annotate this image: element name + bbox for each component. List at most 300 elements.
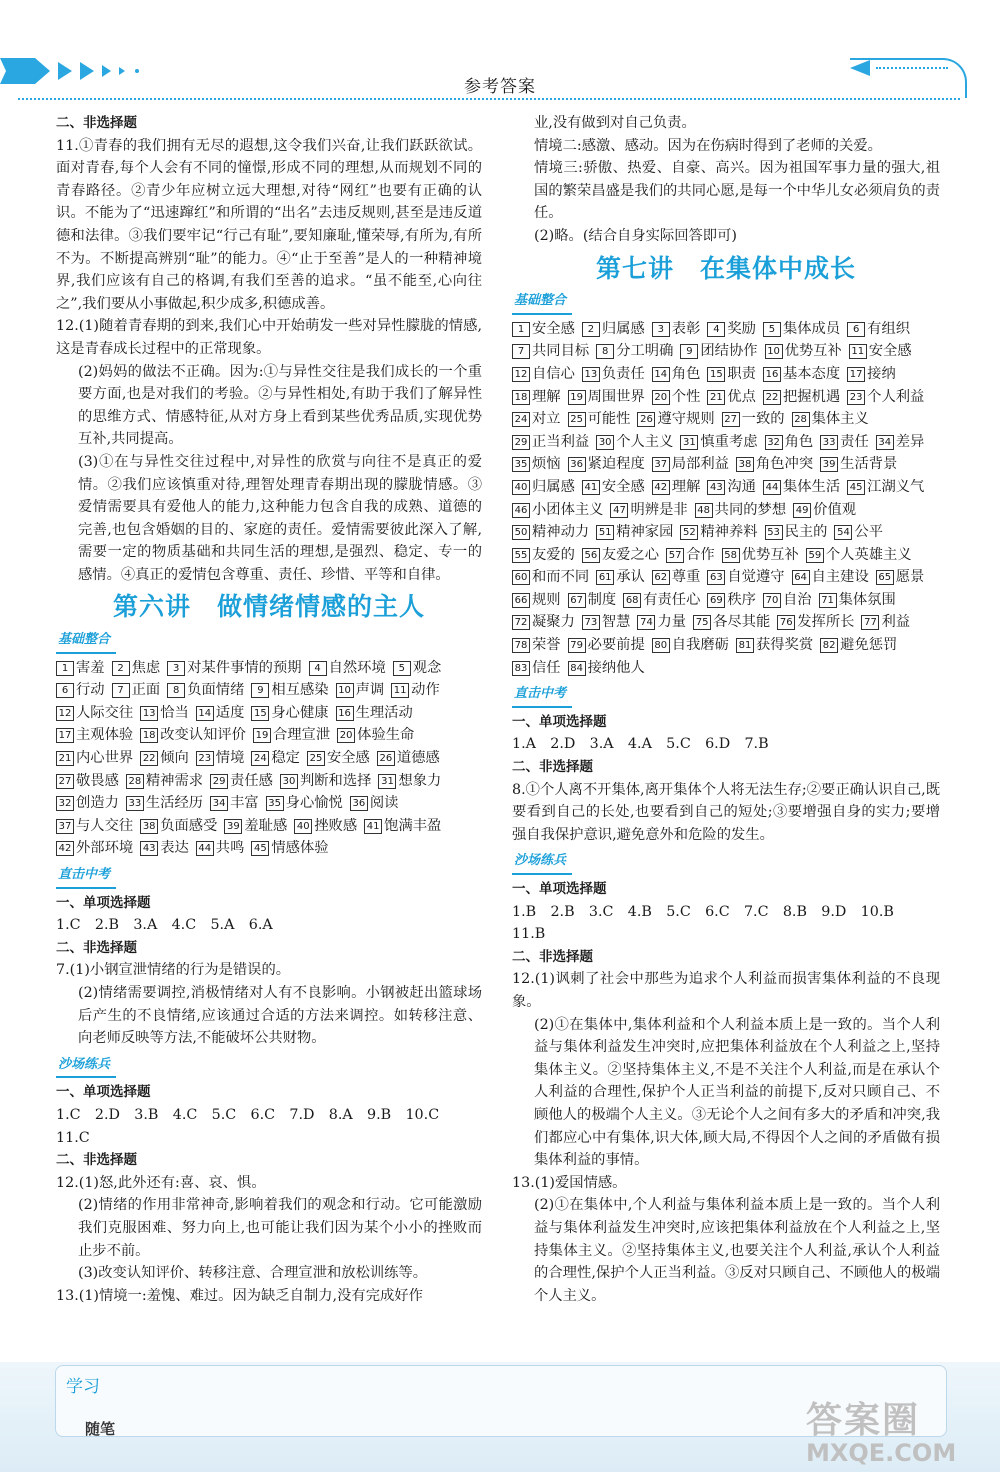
keyword-number: 11 [391, 683, 409, 698]
keyword-text: 角色冲突 [755, 456, 814, 473]
keyword-number: 5 [763, 322, 781, 337]
keyword-item [765, 431, 814, 454]
keyword-item [652, 476, 701, 499]
keyword-text: 把握机遇 [782, 388, 841, 405]
keyword-number: 41 [582, 480, 600, 495]
keyword-text: 有组织 [867, 320, 911, 337]
keyword-item [596, 431, 673, 454]
keyword-text: 动作 [411, 682, 440, 699]
keyword-text: 对立 [532, 411, 561, 428]
keyword-number: 7 [112, 683, 130, 698]
keyword-item [652, 386, 701, 409]
keyword-item [568, 657, 645, 680]
keyword-text: 饱满丰盈 [384, 817, 442, 834]
keyword-text: 局部利益 [671, 456, 729, 473]
keyword-number: 28 [126, 774, 144, 789]
keyword-text: 接纳他人 [587, 659, 645, 676]
keyword-text: 安全感 [532, 320, 575, 337]
keyword-number: 74 [637, 615, 655, 630]
answer-paragraph: 12.(1)怒,此外还有:喜、哀、惧。 [56, 1174, 266, 1191]
keyword-item [806, 544, 912, 567]
keyword-item [56, 815, 133, 838]
keyword-item [210, 792, 259, 815]
keyword-number: 35 [512, 457, 530, 472]
keyword-text: 有责任心 [643, 591, 701, 608]
keyword-text: 正面 [131, 682, 161, 699]
keyword-item [876, 566, 925, 589]
keyword-number: 65 [876, 570, 894, 585]
keyword-item [393, 657, 442, 680]
keyword-text: 优势互补 [741, 546, 799, 563]
keyword-text: 丰富 [230, 795, 259, 812]
keyword-number: 14 [652, 367, 670, 382]
keyword-text: 避免惩罚 [840, 637, 898, 654]
keyword-text: 合作 [686, 546, 715, 563]
keyword-number: 46 [512, 503, 530, 518]
keyword-number: 66 [512, 593, 530, 608]
keyword-item [582, 611, 631, 634]
keyword-text: 自觉遵守 [727, 569, 785, 586]
keyword-text: 情感体验 [271, 840, 329, 857]
answer-line: 1.C 2.D 3.B 4.C 5.C 6.C 7.D 8.A 9.B 10.C [56, 1106, 440, 1123]
keyword-text: 想象力 [398, 772, 442, 789]
keyword-number: 33 [820, 435, 838, 450]
keyword-item [652, 566, 701, 589]
answer-paragraph: (2)略。(结合自身实际回答即可) [534, 227, 737, 244]
keyword-number: 49 [793, 503, 811, 518]
keyword-number: 17 [847, 367, 865, 382]
keyword-number: 72 [512, 615, 530, 630]
keyword-text: 归属感 [532, 478, 575, 495]
keyword-text: 安全感 [601, 478, 645, 495]
section-heading: 二、非选择题 [56, 939, 137, 956]
study-label: 学习 [66, 1377, 100, 1397]
keyword-number: 23 [196, 751, 214, 766]
keyword-number: 36 [568, 457, 586, 472]
keyword-number: 20 [337, 728, 355, 743]
keyword-item [56, 837, 133, 860]
watermark [806, 1392, 956, 1467]
keyword-item [707, 318, 756, 341]
keyword-text: 角色 [784, 433, 814, 450]
keyword-item [350, 792, 399, 815]
keyword-text: 创造力 [76, 795, 119, 812]
keyword-item [512, 476, 575, 499]
keyword-item [707, 363, 756, 386]
keyword-text: 承认 [616, 569, 645, 586]
keyword-number: 48 [695, 503, 713, 518]
keyword-number: 6 [56, 683, 74, 698]
keyword-number: 35 [266, 796, 284, 811]
keyword-item [652, 363, 701, 386]
keyword-item [253, 724, 330, 747]
keyword-number: 42 [652, 480, 670, 495]
keyword-text: 责任感 [230, 772, 273, 789]
keyword-number: 56 [582, 548, 600, 563]
keyword-item [512, 363, 575, 386]
section-heading: 二、非选择题 [512, 759, 593, 776]
keyword-item [56, 747, 133, 770]
keyword-item [56, 702, 133, 725]
keyword-number: 43 [707, 480, 725, 495]
keyword-number: 70 [763, 593, 781, 608]
keyword-item [512, 566, 589, 589]
keyword-item [582, 318, 645, 341]
answer-paragraph: 8.①个人离不开集体,离开集体个人将无法生存;②要正确认识自己,既要看到自己的长处,也要看到自己的短处;③要增强自身的实力;要增强自我保护意识,避免意外和危险的发生。 [512, 781, 940, 843]
keyword-text: 表达 [160, 840, 189, 857]
answer-line: 1.A 2.D 3.A 4.A 5.C 6.D 7.B [512, 736, 769, 753]
keyword-number: 83 [512, 661, 530, 676]
keyword-text: 接纳 [867, 365, 896, 382]
keyword-item [251, 747, 300, 770]
keyword-number: 29 [210, 774, 228, 789]
section-heading: 二、非选择题 [512, 948, 593, 965]
keyword-item [763, 318, 840, 341]
keyword-item [364, 815, 441, 838]
keyword-text: 改变认知评价 [160, 727, 246, 744]
keyword-item [763, 589, 812, 612]
keyword-number: 63 [707, 570, 725, 585]
keyword-number: 57 [666, 548, 684, 563]
keyword-number: 62 [652, 570, 670, 585]
keyword-number: 11 [849, 344, 867, 359]
keyword-item [596, 521, 673, 544]
keyword-number: 52 [680, 525, 698, 540]
keyword-item [336, 679, 385, 702]
keyword-text: 遵守规则 [657, 411, 715, 428]
section-tag: 沙场练兵 [56, 1054, 116, 1079]
answer-paragraph: 情境三:骄傲、热爱、自豪、高兴。因为祖国军事力量的强大,祖国的繁荣昌盛是我们的共同心愿,是每一个中华儿女必须肩负的责任。 [534, 160, 940, 222]
keyword-item [512, 544, 575, 567]
keyword-text: 身心愉悦 [285, 795, 343, 812]
keyword-item [140, 724, 246, 747]
keyword-item [140, 702, 189, 725]
keyword-text: 友爱之心 [601, 546, 660, 563]
keyword-number: 2 [582, 322, 600, 337]
keyword-number: 31 [378, 774, 396, 789]
keyword-number: 50 [512, 525, 530, 540]
keyword-item [512, 499, 603, 522]
keyword-text: 精神需求 [145, 772, 204, 789]
keyword-item [582, 476, 645, 499]
keyword-number: 17 [56, 728, 74, 743]
keyword-text: 江湖义气 [867, 478, 925, 495]
keyword-number: 25 [307, 751, 325, 766]
keyword-number: 26 [377, 751, 395, 766]
keyword-text: 自信心 [532, 365, 575, 382]
answer-line: 1.C 2.B 3.A 4.C 5.A 6.A [56, 917, 273, 934]
keyword-number: 21 [707, 390, 725, 405]
keyword-item [512, 521, 589, 544]
keyword-number: 44 [196, 841, 214, 856]
keyword-text: 责任 [840, 433, 869, 450]
keyword-item [377, 747, 440, 770]
keyword-text: 发挥所长 [797, 614, 855, 631]
keyword-text: 安全感 [868, 343, 912, 360]
keyword-number: 30 [280, 774, 298, 789]
keyword-text: 周围世界 [587, 388, 645, 405]
keyword-item [294, 815, 357, 838]
answer-paragraph: (2)①在集体中,集体利益和个人利益本质上是一致的。当个人利益与集体利益发生冲突时,应把集体利益放在个人利益之上,坚持集体主义。②坚持集体主义,不是不关注个人利益,而是在承认个人利益的合理性,保护个人正当利益的前提下,反对只顾自己、不顾他人的极端个人主义。③无论个人之间有多大的矛盾和冲突,我们都应心中有集体,识大体,顾大局,不得因个人之间的矛盾做有损集体利益的事情。 [534, 1016, 940, 1169]
keyword-number: 18 [140, 728, 158, 743]
keyword-number: 9 [680, 344, 698, 359]
keyword-text: 优势互补 [784, 343, 842, 360]
keyword-item [637, 408, 714, 431]
section-heading: 一、单项选择题 [56, 1084, 151, 1101]
section-tag: 直击中考 [56, 864, 116, 889]
keyword-number: 10 [336, 683, 354, 698]
keyword-item [652, 634, 729, 657]
keyword-text: 智慧 [601, 614, 631, 631]
keyword-list [512, 318, 940, 680]
keyword-item [336, 702, 413, 725]
section-heading: 一、单项选择题 [512, 881, 607, 897]
keyword-number: 59 [806, 548, 824, 563]
keyword-text: 情境 [215, 750, 245, 767]
answer-paragraph: 7.(1)小钢宣泄情绪的行为是错误的。 [56, 962, 291, 979]
keyword-number: 69 [707, 593, 725, 608]
keyword-number: 4 [309, 661, 327, 676]
keyword-text: 个人主义 [616, 433, 674, 450]
keyword-item [309, 657, 386, 680]
keyword-number: 8 [167, 683, 185, 698]
keyword-item [695, 499, 786, 522]
keyword-text: 道德感 [396, 750, 440, 767]
keyword-number: 20 [652, 390, 670, 405]
keyword-number: 37 [56, 819, 74, 834]
keyword-number: 27 [722, 412, 740, 427]
watermark-text: 答案圈 [806, 1400, 921, 1441]
keyword-number: 39 [224, 819, 242, 834]
keyword-number: 16 [763, 367, 781, 382]
keyword-item [582, 363, 645, 386]
keyword-text: 团结协作 [700, 343, 758, 360]
keyword-number: 9 [251, 683, 269, 698]
keyword-text: 自我磨砺 [671, 637, 729, 654]
keyword-item [693, 611, 770, 634]
section-tag: 直击中考 [512, 683, 572, 708]
keyword-text: 尊重 [671, 569, 701, 586]
keyword-item [623, 589, 700, 612]
keyword-number: 45 [251, 841, 269, 856]
answer-paragraph: (3)改变认知评价、转移注意、合理宣泄和放松训练等。 [78, 1265, 428, 1282]
keyword-item [512, 657, 561, 680]
keyword-text: 精神家园 [616, 524, 674, 541]
keyword-number: 3 [167, 661, 185, 676]
keyword-text: 个人利益 [867, 388, 925, 405]
keyword-item [736, 453, 813, 476]
keyword-number: 22 [140, 751, 158, 766]
keyword-number: 68 [623, 593, 641, 608]
keyword-item [512, 453, 561, 476]
keyword-item [582, 544, 659, 567]
keyword-text: 阅读 [369, 795, 399, 812]
keyword-item [140, 747, 189, 770]
keyword-number: 22 [763, 390, 781, 405]
keyword-item [707, 386, 756, 409]
keyword-text: 自治 [782, 591, 812, 608]
keyword-text: 民主的 [784, 524, 828, 541]
keyword-text: 职责 [727, 365, 756, 382]
keyword-text: 判断和选择 [299, 772, 372, 789]
keyword-number: 42 [56, 841, 74, 856]
keyword-number: 25 [568, 412, 586, 427]
keyword-item [56, 770, 119, 793]
keyword-item [792, 408, 869, 431]
keyword-text: 外部环境 [76, 840, 134, 857]
keyword-text: 归属感 [601, 320, 645, 337]
keyword-number: 15 [251, 706, 269, 721]
left-column [56, 112, 482, 1307]
answer-paragraph: (3)①在与异性交往过程中,对异性的欣赏与向往不是真正的爱情。②我们应该慎重对待,理智处理青春期出现的朦胧情感。③爱情需要具有爱他人的能力,这种能力包含自我的成熟、道德的完善,也包含婚姻的目的、家庭的责任。爱情需要彼此深入了解,需要一定的物质基础和共同生活的理想,是强烈、稳定、专一的感情。④真正的爱情包含尊重、责任、珍惜、平等和自律。 [78, 453, 482, 583]
keyword-item [568, 386, 645, 409]
keyword-item [707, 566, 784, 589]
keyword-text: 差异 [895, 433, 925, 450]
answer-paragraph: 12.(1)随着青春期的到来,我们心中开始萌发一些对异性朦胧的情感,这是青春成长过程中的正常现象。 [56, 318, 482, 357]
keyword-text: 理解 [671, 478, 701, 495]
keyword-text: 害羞 [76, 659, 105, 676]
answer-paragraph: 12.(1)讽刺了社会中那些为追求个人利益而损害集体利益的不良现象。 [512, 971, 940, 1010]
keyword-number: 58 [722, 548, 740, 563]
keyword-item [652, 453, 729, 476]
section-heading: 一、单项选择题 [56, 894, 151, 911]
keyword-text: 正当利益 [532, 433, 590, 450]
keyword-item [707, 476, 756, 499]
keyword-text: 与人交往 [76, 817, 134, 834]
keyword-item [512, 634, 561, 657]
keyword-text: 个性 [671, 388, 701, 405]
keyword-number: 47 [610, 503, 628, 518]
keyword-text: 慎重考虑 [700, 433, 758, 450]
keyword-text: 观念 [412, 659, 442, 676]
keyword-number: 53 [765, 525, 783, 540]
keyword-text: 安全感 [326, 750, 370, 767]
keyword-text: 合理宣泄 [272, 727, 331, 744]
answer-line: 11.C [56, 1129, 90, 1146]
keyword-text: 共鸣 [215, 840, 245, 857]
answer-line: 1.B 2.B 3.C 4.B 5.C 6.C 7.C 8.B 9.D 10.B [512, 903, 894, 920]
keyword-text: 恰当 [160, 704, 189, 721]
keyword-text: 羞耻感 [244, 817, 288, 834]
keyword-text: 共同的梦想 [714, 501, 787, 518]
keyword-item [251, 837, 328, 860]
keyword-number: 32 [56, 796, 74, 811]
keyword-text: 荣誉 [532, 637, 561, 654]
section-tag: 基础整合 [56, 629, 116, 654]
notes-label: 随笔 [85, 1420, 116, 1438]
keyword-number: 31 [680, 435, 698, 450]
header-divider [18, 98, 960, 100]
keyword-item [861, 611, 910, 634]
keyword-item [610, 499, 687, 522]
keyword-item [820, 634, 897, 657]
keyword-text: 集体氛围 [838, 591, 896, 608]
keyword-text: 内心世界 [76, 750, 134, 767]
keyword-item [820, 453, 897, 476]
keyword-item [251, 679, 328, 702]
header-dots-decoration [876, 67, 948, 69]
keyword-text: 烦恼 [532, 456, 561, 473]
keyword-item [210, 770, 273, 793]
keyword-number: 38 [736, 457, 754, 472]
keyword-item [56, 724, 133, 747]
keyword-number: 1 [512, 322, 530, 337]
answer-paragraph: (2)情绪需要调控,消极情绪对人有不良影响。小钢被赶出篮球场后产生的不良情绪,应该通过合适的方法来调控。如转移注意、向老师反映等方法,不能破坏公共财物。 [78, 984, 482, 1047]
keyword-number: 45 [847, 480, 865, 495]
keyword-item [224, 815, 287, 838]
keyword-text: 角色 [671, 365, 701, 382]
keyword-item [763, 363, 840, 386]
keyword-text: 生活背景 [840, 456, 898, 473]
keyword-number: 10 [765, 344, 783, 359]
keyword-item [847, 476, 924, 499]
keyword-number: 61 [596, 570, 614, 585]
keyword-text: 友爱的 [532, 546, 575, 563]
keyword-item [680, 340, 757, 363]
keyword-number: 30 [596, 435, 614, 450]
keyword-number: 37 [652, 457, 670, 472]
keyword-text: 小团体主义 [532, 501, 604, 518]
keyword-number: 16 [336, 706, 354, 721]
keyword-item [568, 453, 645, 476]
keyword-number: 33 [126, 796, 144, 811]
keyword-item [56, 657, 105, 680]
keyword-item [765, 340, 842, 363]
keyword-item [266, 792, 343, 815]
keyword-number: 13 [140, 706, 158, 721]
keyword-text: 利益 [881, 614, 911, 631]
keyword-item [834, 521, 883, 544]
keyword-item [819, 589, 896, 612]
keyword-text: 愿景 [895, 569, 925, 586]
answer-line: 11.B [512, 926, 546, 943]
keyword-number: 36 [350, 796, 368, 811]
keyword-number: 64 [792, 570, 810, 585]
keyword-item [707, 589, 756, 612]
keyword-item [512, 589, 561, 612]
keyword-text: 必要前提 [587, 637, 645, 654]
keyword-text: 明辨是非 [630, 501, 688, 518]
keyword-number: 7 [512, 344, 530, 359]
keyword-text: 秩序 [727, 591, 756, 608]
keyword-text: 稳定 [271, 750, 300, 767]
keyword-text: 对某件事情的预期 [187, 659, 302, 676]
keyword-text: 身心健康 [271, 704, 329, 721]
keyword-text: 生活经历 [145, 795, 204, 812]
section-heading: 二、非选择题 [56, 1152, 137, 1169]
keyword-number: 78 [512, 638, 530, 653]
keyword-number: 8 [596, 344, 614, 359]
keyword-text: 和而不同 [532, 569, 590, 586]
keyword-text: 规则 [532, 591, 561, 608]
keyword-number: 24 [251, 751, 269, 766]
keyword-number: 14 [196, 706, 214, 721]
keyword-item [722, 408, 785, 431]
keyword-number: 18 [512, 390, 530, 405]
keyword-text: 表彰 [671, 320, 701, 337]
keyword-text: 个人英雄主义 [825, 546, 912, 563]
keyword-item [820, 431, 869, 454]
keyword-item [337, 724, 414, 747]
keyword-text: 集体主义 [811, 411, 869, 428]
keyword-item [652, 318, 701, 341]
keyword-item [280, 770, 371, 793]
keyword-text: 可能性 [587, 411, 631, 428]
keyword-item [167, 679, 244, 702]
keyword-text: 相互感染 [271, 682, 329, 699]
keyword-number: 3 [652, 322, 670, 337]
keyword-item [56, 679, 105, 702]
